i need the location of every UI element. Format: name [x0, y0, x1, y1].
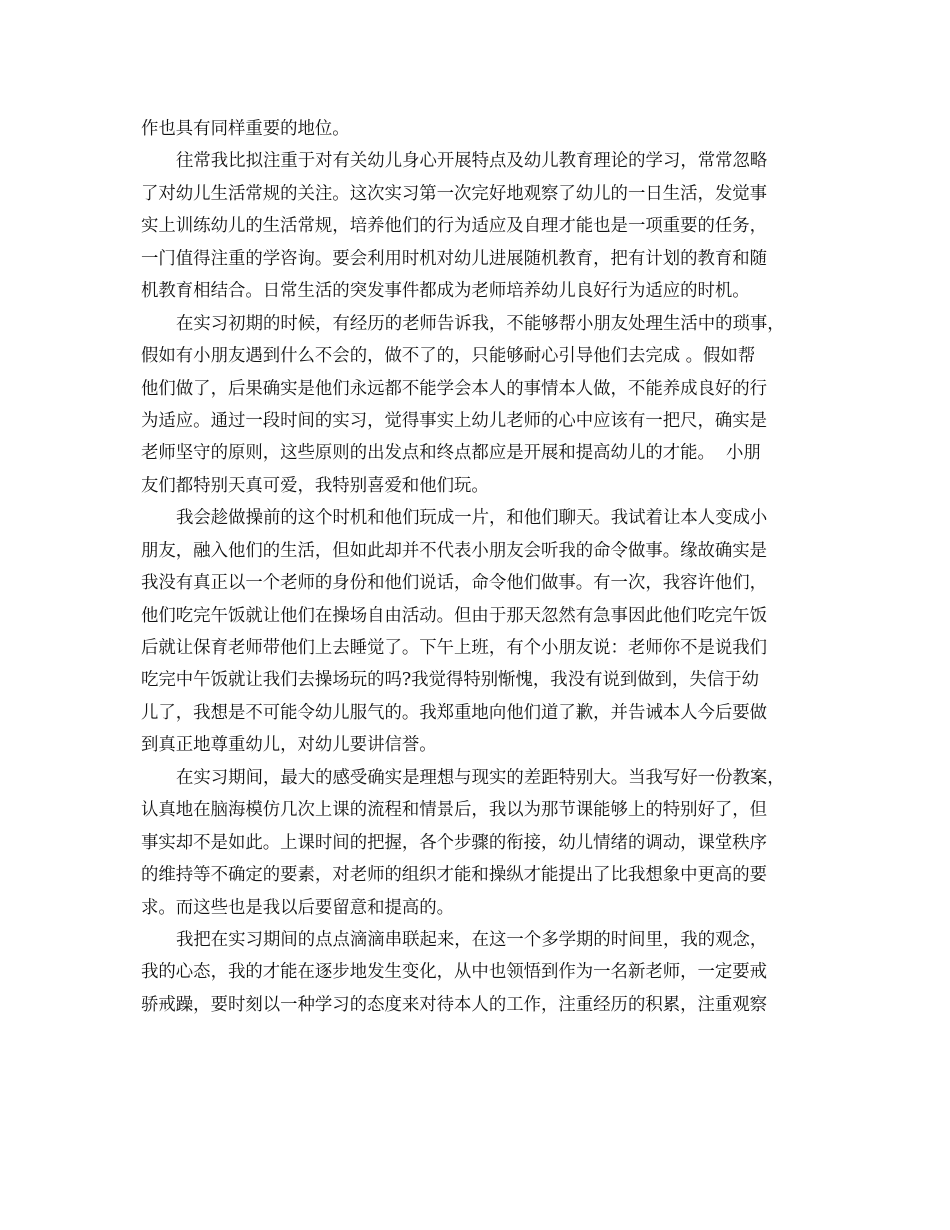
- text-line: 友们都特别天真可爱，我特别喜爱和他们玩。: [141, 475, 489, 496]
- text-line: 儿了，我想是不可能令幼儿服气的。我郑重地向他们道了歉，并告诫本人今后要做: [141, 702, 768, 723]
- text-line: 我会趁做操前的这个时机和他们玩成一片，和他们聊天。我试着让本人变成小: [176, 508, 768, 529]
- text-line: 假如有小朋友遇到什么不会的，做不了的，只能够耐心引导他们去完成 。假如帮: [141, 346, 756, 367]
- text-line: 一门值得注重的学咨询。要会利用时机对幼儿进展随机教育，把有计划的教育和随: [141, 248, 768, 269]
- text-line: 我把在实习期间的点点滴滴串联起来，在这一个多学期的时间里，我的观念，: [176, 929, 768, 950]
- text-line: 为适应。通过一段时间的实习，觉得事实上幼儿老师的心中应该有一把尺，确实是: [141, 410, 768, 431]
- text-line: 往常我比拟注重于对有关幼儿身心开展特点及幼儿教育理论的学习，常常忽略: [176, 151, 768, 172]
- text-line: 的维持等不确定的要素，对老师的组织才能和操纵才能提出了比我想象中更高的要: [141, 865, 768, 886]
- text-line: 他们吃完午饭就让他们在操场自由活动。但由于那天忽然有急事因此他们吃完午饭: [141, 605, 768, 626]
- text-line: 实上训练幼儿的生活常规，培养他们的行为适应及自理才能也是一项重要的任务，: [141, 216, 768, 237]
- document-body: [141, 113, 831, 1021]
- text-line: 我的心态，我的才能在逐步地发生变化，从中也领悟到作为一名新老师，一定要戒: [141, 962, 768, 983]
- text-line: 老师坚守的原则，这些原则的出发点和终点都应是开展和提高幼儿的才能。 小朋: [141, 443, 761, 464]
- text-line: 骄戒躁，要时刻以一种学习的态度来对待本人的工作，注重经历的积累，注重观察: [141, 994, 768, 1015]
- text-line: 求。而这些也是我以后要留意和提高的。: [141, 897, 455, 918]
- text-line: 他们做了，后果确实是他们永远都不能学会本人的事情本人做，不能养成良好的行: [141, 378, 768, 399]
- text-line: 在实习初期的时候，有经历的老师告诉我，不能够帮小朋友处理生活中的琐事，: [176, 313, 785, 334]
- text-line: 在实习期间，最大的感受确实是理想与现实的差距特别大。当我写好一份教案，: [176, 767, 785, 788]
- text-line: 吃完中午饭就让我们去操场玩的吗?我觉得特别惭愧，我没有说到做到，失信于幼: [141, 670, 759, 691]
- text-line: 朋友，融入他们的生活，但如此却并不代表小朋友会听我的命令做事。缘故确实是: [141, 540, 768, 561]
- text-line: 机教育相结合。日常生活的突发事件都成为老师培养幼儿良好行为适应的时机。: [141, 281, 750, 302]
- text-line: 作也具有同样重要的地位。: [141, 119, 350, 139]
- text-line: 后就让保育老师带他们上去睡觉了。下午上班，有个小朋友说：老师你不是说我们: [141, 638, 768, 658]
- text-line: 到真正地尊重幼儿，对幼儿要讲信誉。: [141, 735, 437, 756]
- text-line: 了对幼儿生活常规的关注。这次实习第一次完好地观察了幼儿的一日生活，发觉事: [141, 183, 768, 204]
- text-line: 我没有真正以一个老师的身份和他们说话，命令他们做事。有一次，我容许他们，: [141, 573, 768, 594]
- text-line: 事实却不是如此。上课时间的把握，各个步骤的衔接，幼儿情绪的调动，课堂秩序: [141, 832, 768, 853]
- text-line: 认真地在脑海模仿几次上课的流程和情景后，我以为那节课能够上的特别好了，但: [141, 800, 768, 821]
